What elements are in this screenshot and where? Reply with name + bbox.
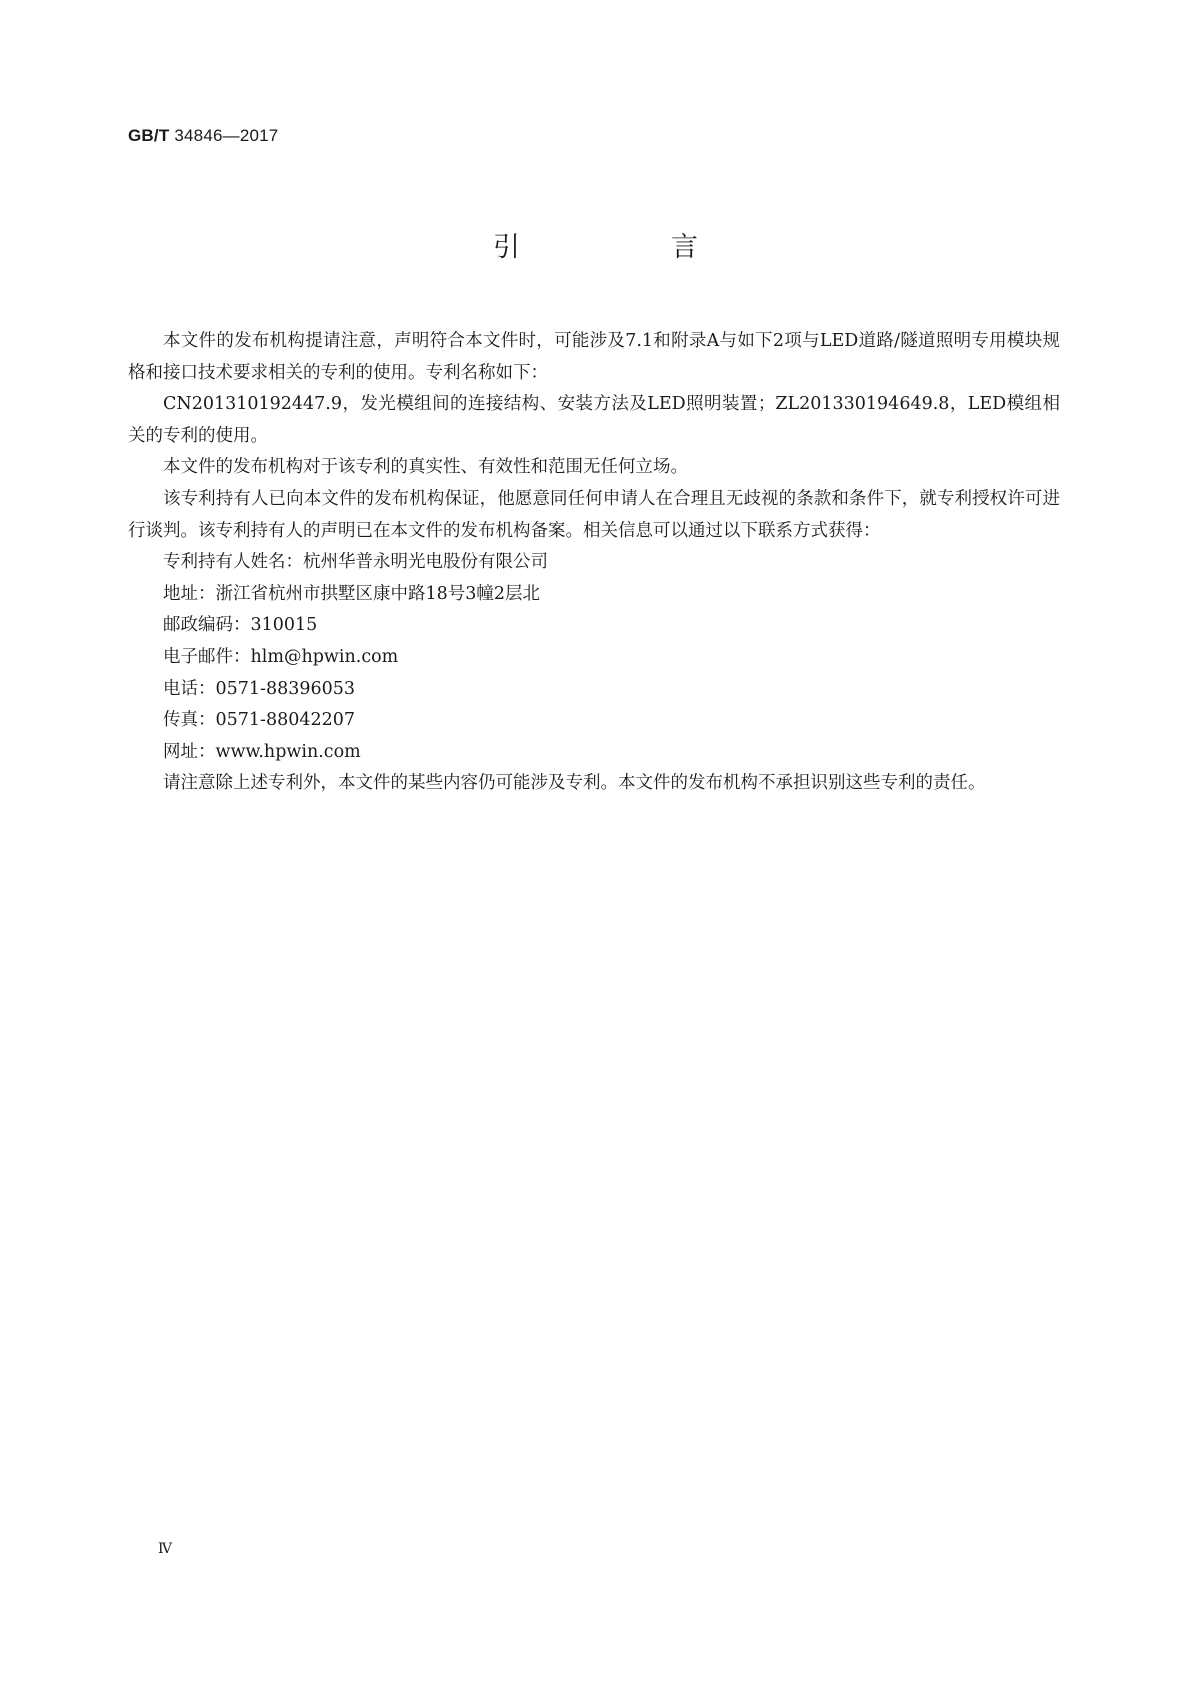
standard-code [128, 126, 278, 146]
contact-email: 电子邮件：hlm@hpwin.com [163, 646, 399, 667]
contact-holder-name: 专利持有人姓名：杭州华普永明光电股份有限公司 [163, 552, 548, 573]
page-number: Ⅳ [158, 1541, 172, 1557]
contact-fax: 传真：0571-88042207 [163, 710, 356, 731]
paragraph-disclaimer: 请注意除上述专利外，本文件的某些内容仍可能涉及专利。本文件的发布机构不承担识别这些专利的责任。 [163, 773, 986, 794]
standard-code-prefix: GB/T [128, 126, 170, 145]
page-title: 引 言 [493, 232, 760, 263]
paragraph-holder-assurance: 该专利持有人已向本文件的发布机构保证，他愿意同任何申请人在合理且无歧视的条款和条件下，就专利授权许可进行谈判。该专利持有人的声明已在本文件的发布机构备案。相关信息可以通过以下联系方式获得： [128, 488, 1060, 541]
paragraph-patent-list: CN201310192447.9，发光模组间的连接结构、安装方法及LED照明装置；ZL201330194649.8，LED模组相关的专利的使用。 [128, 394, 1060, 446]
paragraph-patent-notice: 本文件的发布机构提请注意，声明符合本文件时，可能涉及7.1和附录A与如下2项与LED道路/隧道照明专用模块规格和接口技术要求相关的专利的使用。专利名称如下： [128, 331, 1060, 383]
paragraph-position-statement: 本文件的发布机构对于该专利的真实性、有效性和范围无任何立场。 [163, 457, 688, 478]
contact-address: 地址：浙江省杭州市拱墅区康中路18号3幢2层北 [163, 583, 541, 604]
standard-code-number: 34846—2017 [174, 126, 279, 145]
document-body [128, 326, 1060, 800]
contact-phone: 电话：0571-88396053 [163, 678, 356, 699]
contact-postcode: 邮政编码：310015 [163, 615, 318, 636]
contact-website: 网址：www.hpwin.com [163, 741, 361, 762]
